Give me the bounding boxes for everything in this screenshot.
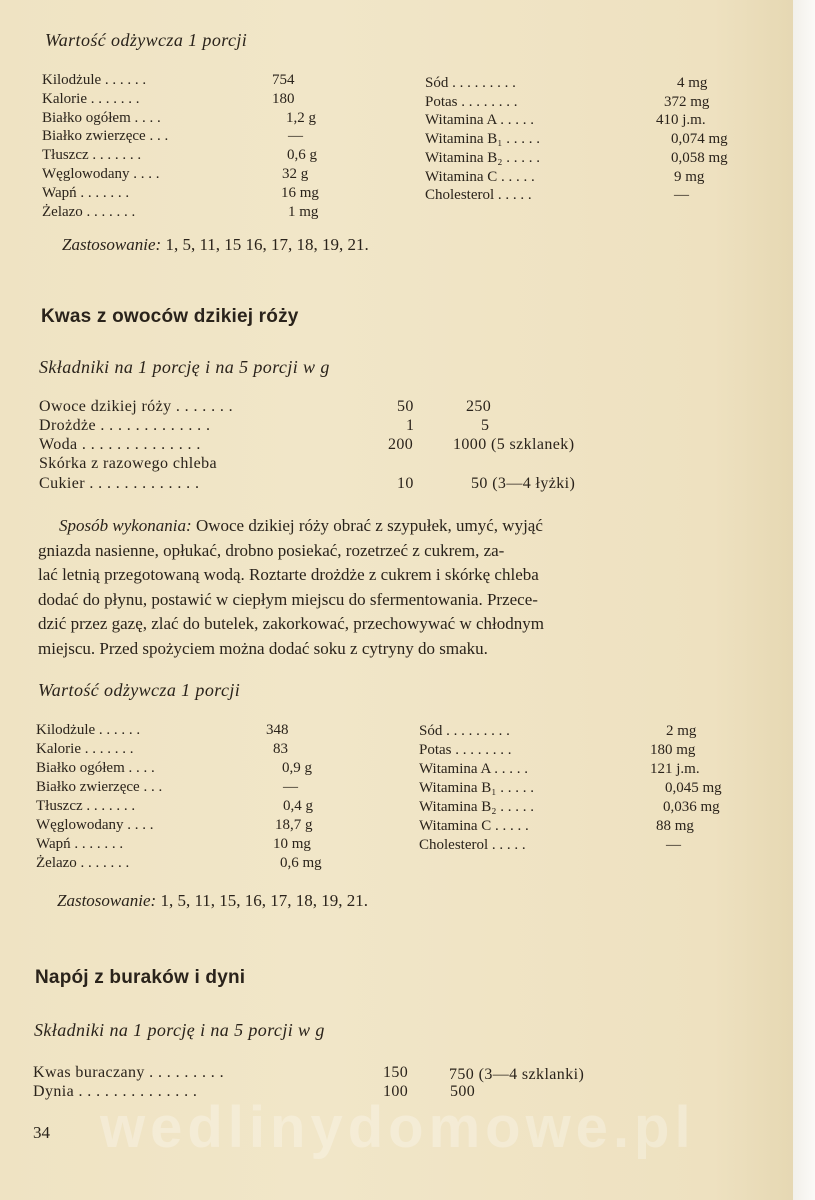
nutrition-row: Cholesterol . . . . . — [425, 187, 532, 203]
nutrition-value: 0,074 mg — [671, 131, 728, 147]
nutrition-value: 0,9 g — [282, 760, 312, 776]
nutrition-value: 0,6 g — [287, 147, 317, 163]
ingredient-qty-1: 50 — [397, 398, 414, 415]
method-line: gniazda nasienne, opłukać, drobno posiekać, rozetrzeć z cukrem, za- — [38, 540, 505, 560]
method-line: lać letnią przegotowaną wodą. Roztarte drożdże z cukrem i skórkę chleba — [38, 565, 539, 584]
ingredients-title: Składniki na 1 porcję i na 5 porcji w g — [39, 357, 330, 377]
nutrition-row: Kilodżule . . . . . . — [42, 72, 147, 88]
nutrition-value: 180 mg — [650, 742, 696, 758]
ingredient-qty-5: 50 (3—4 łyżki) — [471, 475, 576, 492]
nutrition-row: Witamina C . . . . . — [419, 818, 529, 834]
watermark: wedlinydomowe.pl — [100, 1095, 696, 1160]
nutrition-value: 1 mg — [288, 204, 319, 220]
nutrition-row: Białko zwierzęce . . . — [36, 779, 163, 795]
ingredient-qty-1: 100 — [383, 1083, 409, 1100]
nutrition-row: Białko zwierzęce . . . — [42, 128, 169, 144]
usage-line-top: Zastosowanie: 1, 5, 11, 15 16, 17, 18, 19, 21. — [62, 235, 369, 254]
nutrition-value: 0,6 mg — [280, 855, 322, 871]
method-paragraph — [38, 514, 750, 661]
recipe-title: Kwas z owoców dzikiej róży — [41, 306, 299, 327]
usage-line: Zastosowanie: 1, 5, 11, 15, 16, 17, 18, 19, 21. — [57, 891, 369, 910]
nutrition-value: 754 — [272, 72, 295, 88]
ingredient-name: Drożdże . . . . . . . . . . . . . — [39, 417, 211, 434]
nutrition-value: 18,7 g — [275, 817, 313, 833]
nutrition-value: 121 j.m. — [650, 761, 700, 777]
nutrition-row: Potas . . . . . . . . — [419, 742, 512, 758]
ingredient-qty-5: 750 (3—4 szklanki) — [449, 1066, 585, 1083]
page-edge — [793, 0, 815, 1200]
ingredient-name: Dynia . . . . . . . . . . . . . . — [33, 1083, 198, 1100]
nutrition-row: Witamina B₂ . . . . . — [425, 150, 541, 166]
nutrition-value: — — [666, 837, 681, 853]
nutrition-row: Witamina B₂ . . . . . — [419, 799, 535, 815]
method-line: dodać do płynu, postawić w ciepłym miejscu do sfermentowania. Przece- — [38, 589, 538, 609]
ingredient-qty-5: 500 — [450, 1083, 476, 1100]
ingredient-qty-1: 1 — [406, 417, 415, 434]
nutrition-value: 0,036 mg — [663, 799, 720, 815]
nutrition-value: — — [674, 187, 689, 203]
nutrition-value: 1,2 g — [286, 110, 316, 126]
nutrition-row: Węglowodany . . . . — [42, 166, 160, 182]
nutrition-row: Sód . . . . . . . . . — [425, 75, 516, 91]
nutrition-row: Witamina A . . . . . — [419, 761, 528, 777]
nutrition-row: Węglowodany . . . . — [36, 817, 154, 833]
nutrition-value: 180 — [272, 91, 295, 107]
nutrition-row: Białko ogółem . . . . — [42, 110, 161, 126]
nutrition-row: Potas . . . . . . . . — [425, 94, 518, 110]
nutrition-title: Wartość odżywcza 1 porcji — [38, 680, 241, 700]
nutrition-row: Wapń . . . . . . . — [42, 185, 130, 201]
nutrition-row: Wapń . . . . . . . — [36, 836, 124, 852]
nutrition-value: 16 mg — [281, 185, 319, 201]
ingredient-qty-5: 1000 (5 szklanek) — [453, 436, 575, 453]
method-line: Sposób wykonania: Owoce dzikiej róży obrać z szypułek, umyć, wyjąć — [59, 516, 543, 535]
nutrition-row: Kalorie . . . . . . . — [36, 741, 134, 757]
method-line: miejscu. Przed spożyciem można dodać soku z cytryny do smaku. — [38, 638, 488, 658]
ingredient-name: Cukier . . . . . . . . . . . . . — [39, 475, 200, 492]
ingredient-qty-5: 250 — [466, 398, 492, 415]
recipe-title: Napój z buraków i dyni — [35, 967, 246, 988]
nutrition-value: — — [283, 779, 298, 795]
method-line: dzić przez gazę, zlać do butelek, zakorkować, przechowywać w chłodnym — [38, 614, 544, 633]
nutrition-row: Tłuszcz . . . . . . . — [42, 147, 142, 163]
nutrition-value: — — [288, 128, 303, 144]
nutrition-row: Żelazo . . . . . . . — [36, 855, 130, 871]
nutrition-row: Żelazo . . . . . . . — [42, 204, 136, 220]
nutrition-title-top: Wartość odżywcza 1 porcji — [45, 30, 248, 50]
nutrition-value: 88 mg — [656, 818, 694, 834]
ingredient-name: Skórka z razowego chleba — [39, 455, 217, 472]
nutrition-row: Kilodżule . . . . . . — [36, 722, 141, 738]
ingredients-title: Składniki na 1 porcję i na 5 porcji w g — [34, 1020, 325, 1040]
nutrition-value: 4 mg — [677, 75, 708, 91]
ingredient-name: Kwas buraczany . . . . . . . . . — [33, 1064, 224, 1081]
page-number: 34 — [33, 1123, 50, 1142]
nutrition-value: 0,4 g — [283, 798, 313, 814]
nutrition-value: 372 mg — [664, 94, 710, 110]
nutrition-value: 10 mg — [273, 836, 311, 852]
nutrition-value: 2 mg — [666, 723, 697, 739]
nutrition-row: Tłuszcz . . . . . . . — [36, 798, 136, 814]
ingredient-qty-5: 5 — [481, 417, 490, 434]
ingredient-qty-1: 200 — [388, 436, 414, 453]
ingredient-qty-1: 150 — [383, 1064, 409, 1081]
nutrition-value: 0,058 mg — [671, 150, 728, 166]
nutrition-row: Witamina B₁ . . . . . — [419, 780, 535, 796]
nutrition-value: 32 g — [282, 166, 309, 182]
nutrition-row: Kalorie . . . . . . . — [42, 91, 140, 107]
ingredient-name: Woda . . . . . . . . . . . . . . — [39, 436, 201, 453]
nutrition-value: 348 — [266, 722, 289, 738]
nutrition-row: Sód . . . . . . . . . — [419, 723, 510, 739]
nutrition-value: 0,045 mg — [665, 780, 722, 796]
nutrition-row: Witamina B₁ . . . . . — [425, 131, 541, 147]
nutrition-row: Białko ogółem . . . . — [36, 760, 155, 776]
ingredient-qty-1: 10 — [397, 475, 414, 492]
ingredient-name: Owoce dzikiej róży . . . . . . . — [39, 398, 234, 415]
nutrition-row: Witamina A . . . . . — [425, 112, 534, 128]
nutrition-value: 83 — [273, 741, 288, 757]
nutrition-value: 9 mg — [674, 169, 705, 185]
nutrition-row: Witamina C . . . . . — [425, 169, 535, 185]
nutrition-row: Cholesterol . . . . . — [419, 837, 526, 853]
nutrition-value: 410 j.m. — [656, 112, 706, 128]
